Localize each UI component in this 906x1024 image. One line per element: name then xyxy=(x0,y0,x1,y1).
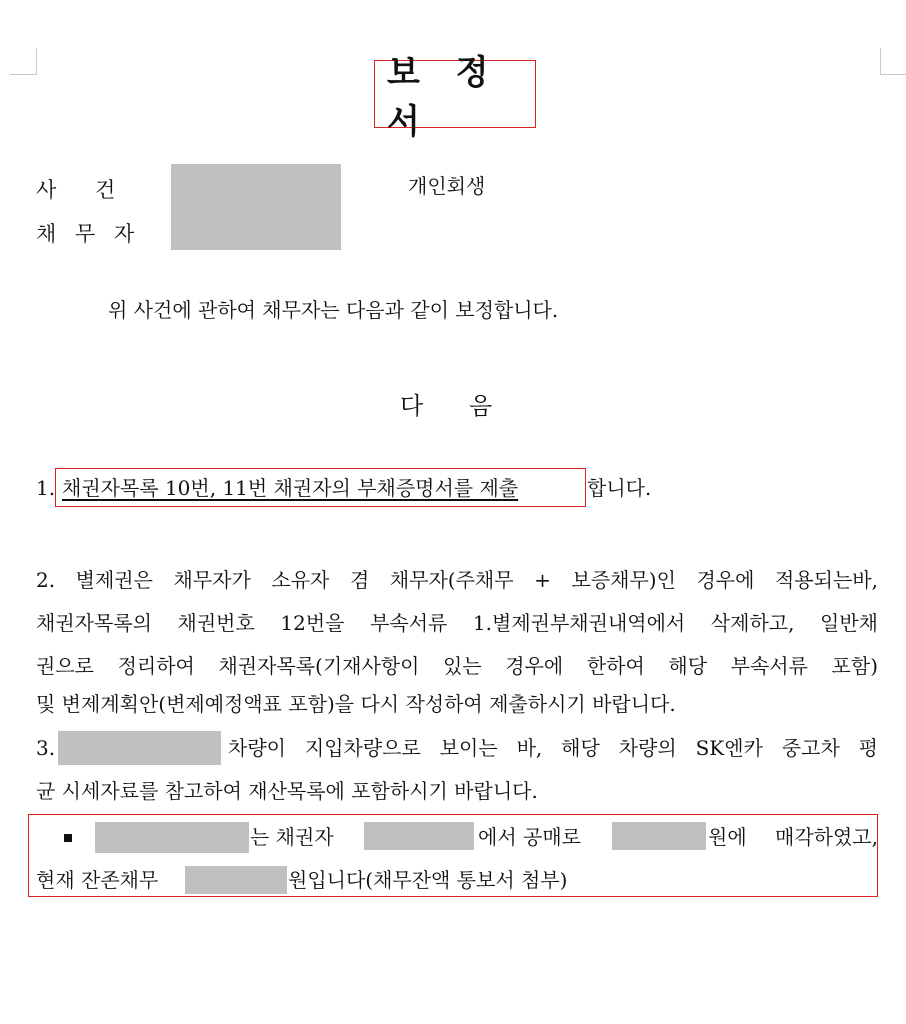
case-type: 개인회생 xyxy=(408,174,486,198)
item1-boxed-text: 채권자목록 10번, 11번 채권자의 부채증명서를 제출 xyxy=(62,476,519,500)
item2-line-2: 채권자목록의 채권번호 12번을 부속서류 1.별제권부채권내역에서 삭제하고, 일반채 xyxy=(36,611,878,635)
case-label: 사 건 xyxy=(36,178,132,202)
item3-number: 3. xyxy=(36,736,56,760)
item2-line-4: 및 변제계획안(변제예정액표 포함)을 다시 작성하여 제출하시기 바랍니다. xyxy=(36,692,676,716)
bullet-line2-start: 현재 잔존채무 xyxy=(36,868,159,892)
redacted-remaining-debt xyxy=(185,866,287,894)
page-corner-mark-right xyxy=(880,48,906,75)
item2-line-1: 2. 별제권은 채무자가 소유자 겸 채무자(주채무 + 보증채무)인 경우에 적용되는바, xyxy=(36,568,878,592)
page-corner-mark-left xyxy=(10,48,37,75)
item1-number: 1. xyxy=(36,476,56,500)
bullet-marker xyxy=(64,834,72,842)
section-heading: 다 음 xyxy=(400,392,493,420)
bullet-text-part3: 원에 매각하였고, xyxy=(708,825,878,849)
redacted-case-info xyxy=(171,164,341,250)
intro-sentence: 위 사건에 관하여 채무자는 다음과 같이 보정합니다. xyxy=(108,298,559,322)
item2-line-3: 권으로 정리하여 채권자목록(기재사항이 있는 경우에 한하여 해당 부속서류 포함) xyxy=(36,654,878,678)
item3-line-2: 균 시세자료를 참고하여 재산목록에 포함하시기 바랍니다. xyxy=(36,779,538,803)
item3-line-1: 차량이 지입차량으로 보이는 바, 해당 차량의 SK엔카 중고차 평 xyxy=(228,736,878,760)
redacted-vehicle xyxy=(58,731,221,765)
redacted-item-name xyxy=(95,822,249,853)
debtor-label: 채 무 자 xyxy=(36,222,141,246)
document-title: 보 정 서 xyxy=(374,60,536,128)
item1-tail: 합니다. xyxy=(587,476,652,500)
bullet-text-part2: 에서 공매로 xyxy=(478,825,581,849)
redacted-creditor xyxy=(364,822,474,850)
bullet-line2-end: 원입니다(채무잔액 통보서 첨부) xyxy=(288,868,568,892)
redacted-sale-amount xyxy=(612,822,706,850)
bullet-text-part1: 는 채권자 xyxy=(250,825,334,849)
